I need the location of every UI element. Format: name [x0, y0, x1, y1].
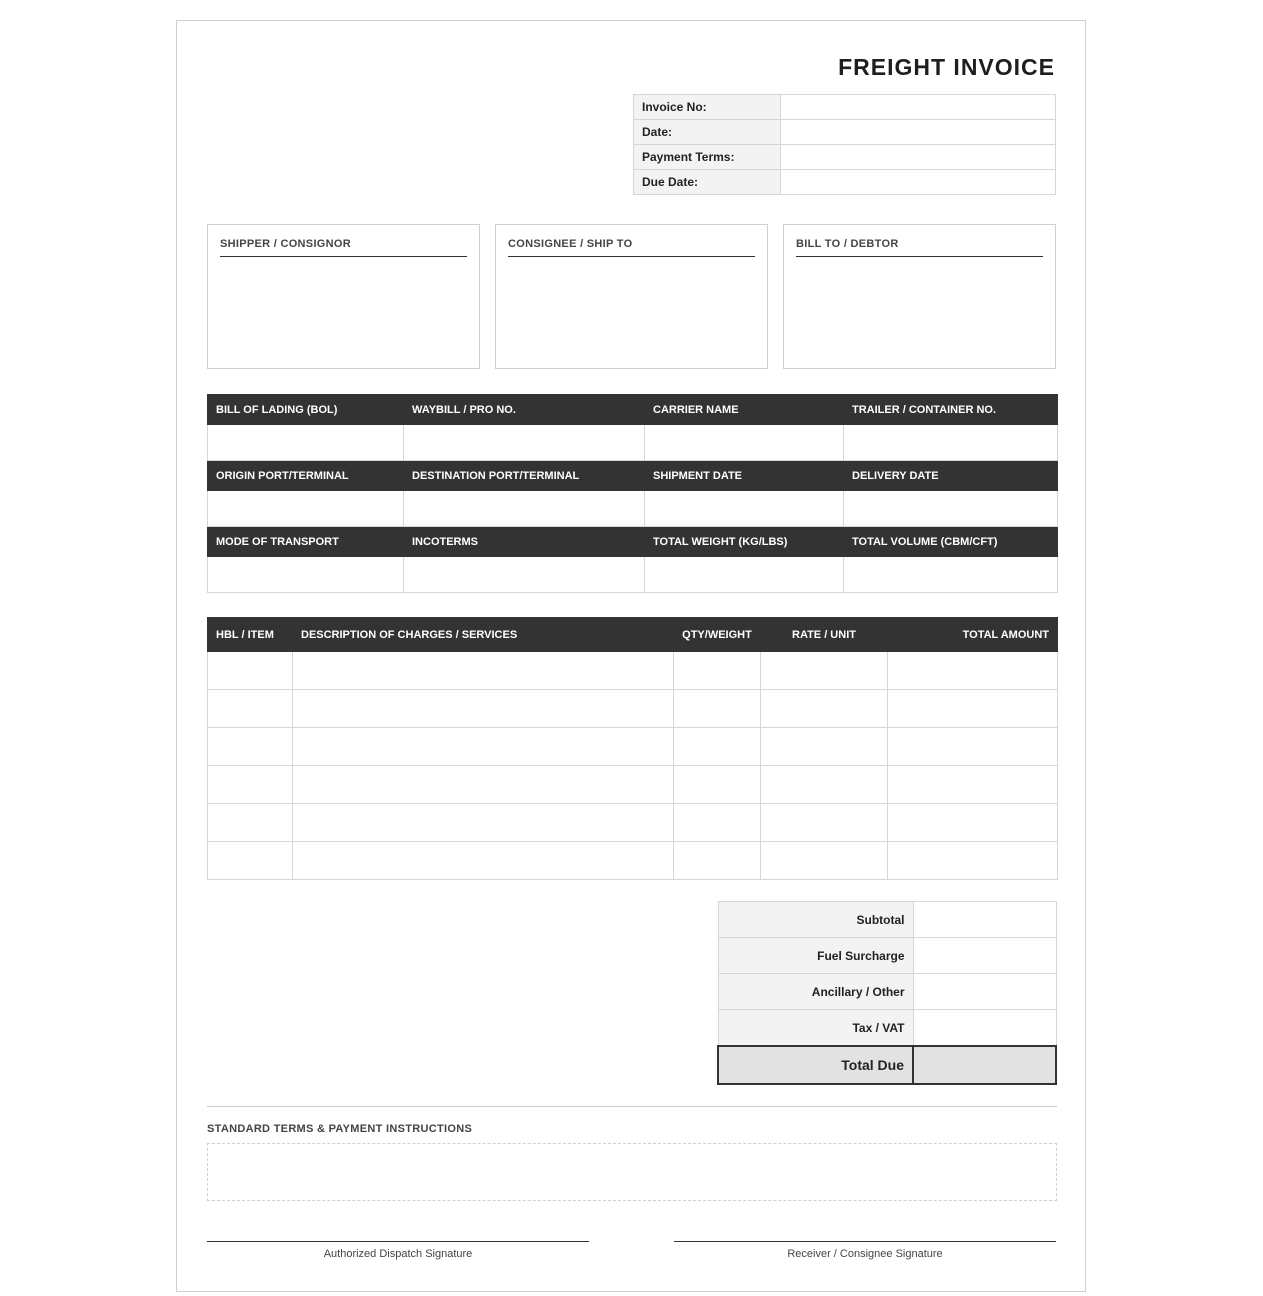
carrier-field[interactable] [645, 425, 844, 461]
tax-field[interactable] [913, 1010, 1056, 1047]
description-cell[interactable] [293, 766, 674, 804]
destination-header: DESTINATION PORT/TERMINAL [404, 461, 645, 491]
description-header: DESCRIPTION OF CHARGES / SERVICES [293, 618, 674, 652]
hbl-item-cell[interactable] [208, 652, 293, 690]
total-amount-header: TOTAL AMOUNT [888, 618, 1058, 652]
terms-box[interactable] [207, 1143, 1057, 1201]
charges-body [208, 652, 1058, 880]
description-cell[interactable] [293, 804, 674, 842]
qty-weight-header: QTY/WEIGHT [674, 618, 761, 652]
rate-unit-cell[interactable] [761, 728, 888, 766]
terms-heading: STANDARD TERMS & PAYMENT INSTRUCTIONS [207, 1123, 473, 1135]
hbl-item-cell[interactable] [208, 690, 293, 728]
rate-unit-header: RATE / UNIT [761, 618, 888, 652]
hbl-item-cell[interactable] [208, 804, 293, 842]
shipment-header-row [208, 461, 1058, 491]
charge-row [208, 652, 1058, 690]
total-volume-header: TOTAL VOLUME (CBM/CFT) [844, 527, 1058, 557]
trailer-field[interactable] [844, 425, 1058, 461]
delivery-date-header: DELIVERY DATE [844, 461, 1058, 491]
terms-divider [207, 1106, 1057, 1107]
carrier-header: CARRIER NAME [645, 395, 844, 425]
meta-row-due-date [634, 170, 1056, 195]
shipper-heading: SHIPPER / CONSIGNOR [220, 238, 467, 257]
qty-weight-cell[interactable] [674, 766, 761, 804]
bill-to-box[interactable] [783, 224, 1056, 369]
meta-label: Due Date: [634, 170, 781, 195]
total-due-field[interactable] [913, 1046, 1056, 1084]
subtotal-field[interactable] [913, 902, 1056, 938]
meta-label: Date: [634, 120, 781, 145]
meta-row-date [634, 120, 1056, 145]
meta-row-payment-terms [634, 145, 1056, 170]
ancillary-field[interactable] [913, 974, 1056, 1010]
hbl-item-cell[interactable] [208, 728, 293, 766]
description-cell[interactable] [293, 652, 674, 690]
shipment-value-row [208, 491, 1058, 527]
fuel-surcharge-label: Fuel Surcharge [718, 938, 913, 974]
total-weight-field[interactable] [645, 557, 844, 593]
ancillary-row [718, 974, 1056, 1010]
mode-field[interactable] [208, 557, 404, 593]
total-amount-cell[interactable] [888, 652, 1058, 690]
charges-header-row [208, 618, 1058, 652]
shipment-details-table [207, 394, 1058, 593]
origin-header: ORIGIN PORT/TERMINAL [208, 461, 404, 491]
date-field[interactable] [781, 120, 1056, 145]
rate-unit-cell[interactable] [761, 804, 888, 842]
total-amount-cell[interactable] [888, 690, 1058, 728]
shipper-box[interactable] [207, 224, 480, 369]
total-amount-cell[interactable] [888, 728, 1058, 766]
total-due-label: Total Due [718, 1046, 913, 1084]
bol-field[interactable] [208, 425, 404, 461]
dispatch-signature-label: Authorized Dispatch Signature [323, 1248, 473, 1260]
meta-row-invoice-no [634, 95, 1056, 120]
receiver-signature-label: Receiver / Consignee Signature [787, 1248, 943, 1260]
bol-header: BILL OF LADING (BOL) [208, 395, 404, 425]
trailer-header: TRAILER / CONTAINER NO. [844, 395, 1058, 425]
total-weight-header: TOTAL WEIGHT (KG/LBS) [645, 527, 844, 557]
delivery-date-field[interactable] [844, 491, 1058, 527]
shipment-date-header: SHIPMENT DATE [645, 461, 844, 491]
description-cell[interactable] [293, 690, 674, 728]
bill-to-heading: BILL TO / DEBTOR [796, 238, 1043, 257]
receiver-signature-line[interactable] [674, 1241, 1056, 1242]
waybill-header: WAYBILL / PRO NO. [404, 395, 645, 425]
meta-label: Payment Terms: [634, 145, 781, 170]
waybill-field[interactable] [404, 425, 645, 461]
total-amount-cell[interactable] [888, 766, 1058, 804]
subtotal-label: Subtotal [718, 902, 913, 938]
dispatch-signature-line[interactable] [207, 1241, 589, 1242]
qty-weight-cell[interactable] [674, 652, 761, 690]
tax-row [718, 1010, 1056, 1047]
hbl-item-header: HBL / ITEM [208, 618, 293, 652]
shipment-date-field[interactable] [645, 491, 844, 527]
rate-unit-cell[interactable] [761, 766, 888, 804]
due-date-field[interactable] [781, 170, 1056, 195]
hbl-item-cell[interactable] [208, 842, 293, 880]
description-cell[interactable] [293, 842, 674, 880]
fuel-surcharge-row [718, 938, 1056, 974]
shipment-value-row [208, 557, 1058, 593]
meta-label: Invoice No: [634, 95, 781, 120]
charge-row [208, 842, 1058, 880]
rate-unit-cell[interactable] [761, 842, 888, 880]
invoice-no-field[interactable] [781, 95, 1056, 120]
rate-unit-cell[interactable] [761, 690, 888, 728]
charges-table [207, 617, 1058, 880]
tax-label: Tax / VAT [718, 1010, 913, 1047]
total-due-row [718, 1046, 1056, 1084]
shipment-value-row [208, 425, 1058, 461]
charge-row [208, 766, 1058, 804]
rate-unit-cell[interactable] [761, 652, 888, 690]
charge-row [208, 728, 1058, 766]
consignee-box[interactable] [495, 224, 768, 369]
qty-weight-cell[interactable] [674, 804, 761, 842]
subtotal-row [718, 902, 1056, 938]
totals-table [717, 901, 1057, 1085]
invoice-page [176, 20, 1086, 1292]
qty-weight-cell[interactable] [674, 690, 761, 728]
payment-terms-field[interactable] [781, 145, 1056, 170]
mode-header: MODE OF TRANSPORT [208, 527, 404, 557]
description-cell[interactable] [293, 728, 674, 766]
origin-field[interactable] [208, 491, 404, 527]
total-amount-cell[interactable] [888, 804, 1058, 842]
charge-row [208, 804, 1058, 842]
qty-weight-cell[interactable] [674, 728, 761, 766]
invoice-meta-table [633, 94, 1056, 195]
incoterms-field[interactable] [404, 557, 645, 593]
consignee-heading: CONSIGNEE / SHIP TO [508, 238, 755, 257]
shipment-header-row [208, 395, 1058, 425]
total-volume-field[interactable] [844, 557, 1058, 593]
invoice-title: FREIGHT INVOICE [838, 54, 1055, 80]
total-amount-cell[interactable] [888, 842, 1058, 880]
incoterms-header: INCOTERMS [404, 527, 645, 557]
qty-weight-cell[interactable] [674, 842, 761, 880]
ancillary-label: Ancillary / Other [718, 974, 913, 1010]
charge-row [208, 690, 1058, 728]
shipment-header-row [208, 527, 1058, 557]
fuel-surcharge-field[interactable] [913, 938, 1056, 974]
hbl-item-cell[interactable] [208, 766, 293, 804]
destination-field[interactable] [404, 491, 645, 527]
